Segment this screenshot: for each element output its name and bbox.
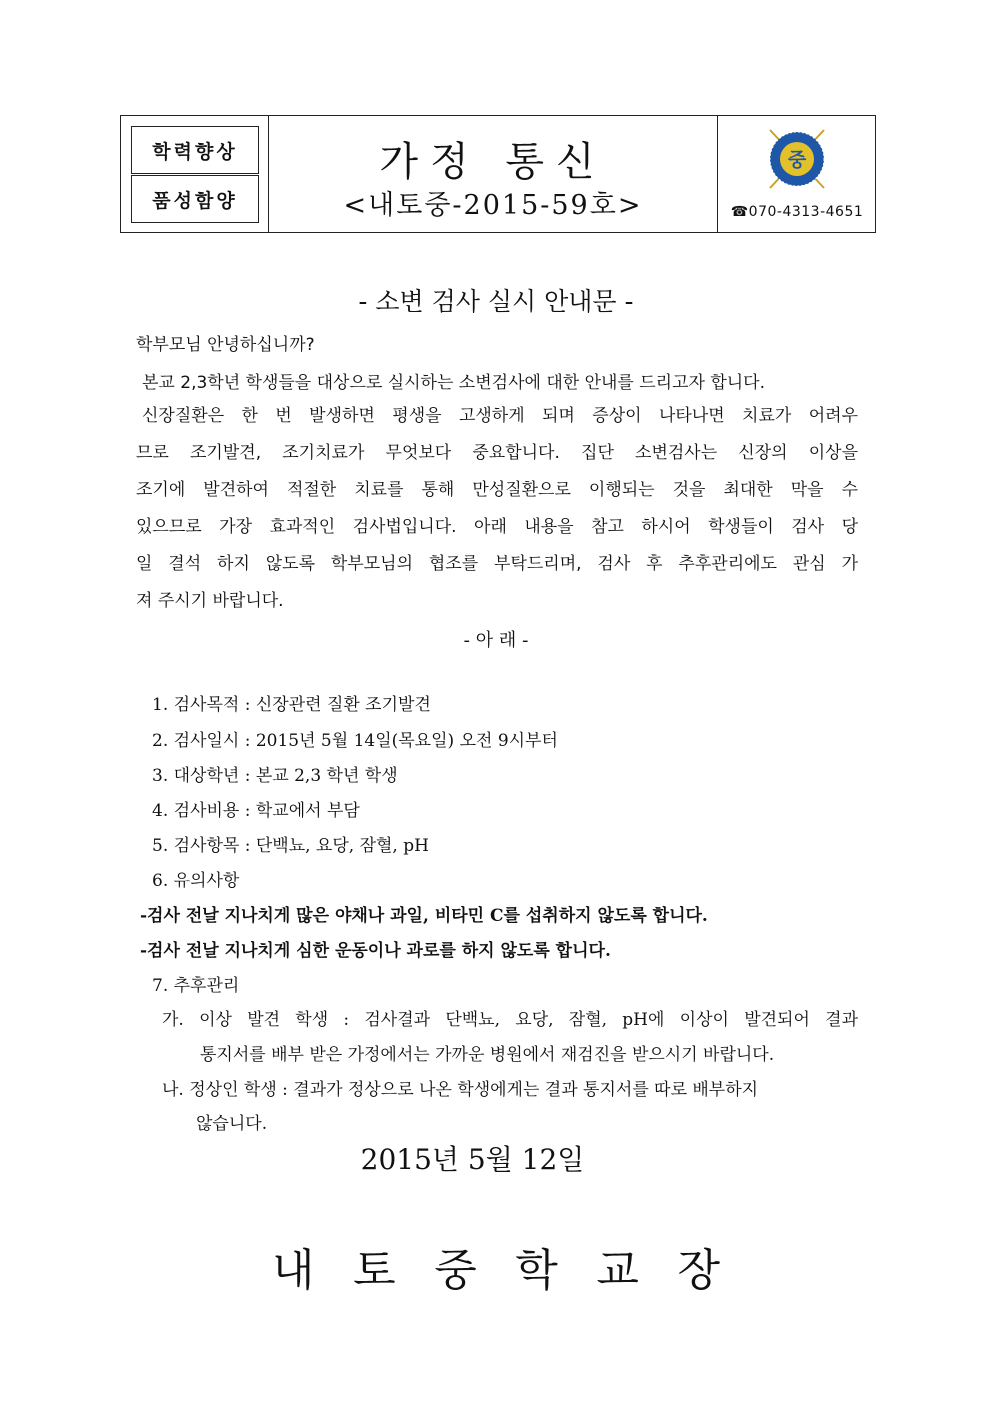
school-emblem-icon: [764, 126, 830, 192]
body-line-2: 므로 조기발견, 조기치료가 무엇보다 중요합니다. 집단 소변검사는 신장의 이상을: [136, 443, 858, 463]
signature-char: 교: [596, 1245, 639, 1296]
document-number: <내토중-2015-59호>: [343, 190, 643, 221]
purpose-line: 본교 2,3학년 학생들을 대상으로 실시하는 소변검사에 대한 안내를 드리고자 합니다.: [142, 373, 765, 393]
body-line-5: 일 결석 하지 않도록 학부모님의 협조를 부탁드리며, 검사 후 추후관리에도 관심 가: [136, 554, 858, 574]
signature-char: 학: [515, 1245, 558, 1296]
principal-signature: [272, 1234, 720, 1298]
title-cell: [269, 116, 717, 232]
body-line-6: 져 주시기 바랍니다.: [136, 591, 284, 611]
item-6: 6. 유의사항: [152, 871, 240, 891]
notice-heading: - 소변 검사 실시 안내문 -: [358, 287, 634, 316]
item-2: 2. 검사일시 : 2015년 5월 14일(목요일) 오전 9시부터: [152, 731, 558, 751]
below-heading: - 아 래 -: [463, 630, 529, 651]
followup-a-line1: 가. 이상 발견 학생 : 검사결과 단백뇨, 요당, 잠혈, pH에 이상이 발견되어 결과: [162, 1010, 858, 1030]
item-3: 3. 대상학년 : 본교 2,3 학년 학생: [152, 766, 398, 786]
header-box: [120, 115, 876, 233]
followup-title: 7. 추후관리: [152, 976, 240, 996]
item-1: 1. 검사목적 : 신장관련 질환 조기발견: [152, 695, 431, 715]
signature-char: 장: [677, 1245, 720, 1296]
followup-b-line1: 나. 정상인 학생 : 결과가 정상으로 나온 학생에게는 결과 통지서를 따로 배부하지: [162, 1080, 759, 1100]
caution-1: -검사 전날 지나치게 많은 야채나 과일, 비타민 C를 섭취하지 않도록 합니다.: [140, 906, 708, 926]
body-line-1: 신장질환은 한 번 발생하면 평생을 고생하게 되며 증상이 나타나면 치료가 어려우: [142, 406, 858, 426]
document-title: 가정 통신: [379, 139, 607, 185]
phone-number: ☎070-4313-4651: [730, 204, 864, 220]
followup-b-line2: 않습니다.: [196, 1114, 268, 1134]
signature-char: 중: [434, 1245, 477, 1296]
caution-2: -검사 전날 지나치게 심한 운동이나 과로를 하지 않도록 합니다.: [140, 941, 611, 961]
body-line-3: 조기에 발견하여 적절한 치료를 통해 만성질환으로 이행되는 것을 최대한 막을 수: [136, 480, 858, 500]
item-4: 4. 검사비용 : 학교에서 부담: [152, 801, 360, 821]
body-line-4: 있으므로 가장 효과적인 검사법입니다. 아래 내용을 참고 하시어 학생들이 검사 당: [136, 517, 858, 537]
signature-char: 내: [272, 1245, 315, 1296]
logo-cell: [717, 116, 876, 232]
issue-date: 2015년 5월 12일: [360, 1143, 585, 1176]
motto-1: 학력향상: [131, 126, 259, 174]
followup-a-line2: 통지서를 배부 받은 가정에서는 가까운 병원에서 재검진을 받으시기 바랍니다.: [200, 1045, 775, 1065]
signature-char: 토: [353, 1245, 396, 1296]
logo-text: 중: [787, 149, 807, 171]
item-5: 5. 검사항목 : 단백뇨, 요당, 잠혈, pH: [152, 836, 429, 856]
motto-2: 품성함양: [131, 175, 259, 223]
greeting-line: 학부모님 안녕하십니까?: [136, 335, 315, 355]
motto-cell: [121, 116, 269, 232]
